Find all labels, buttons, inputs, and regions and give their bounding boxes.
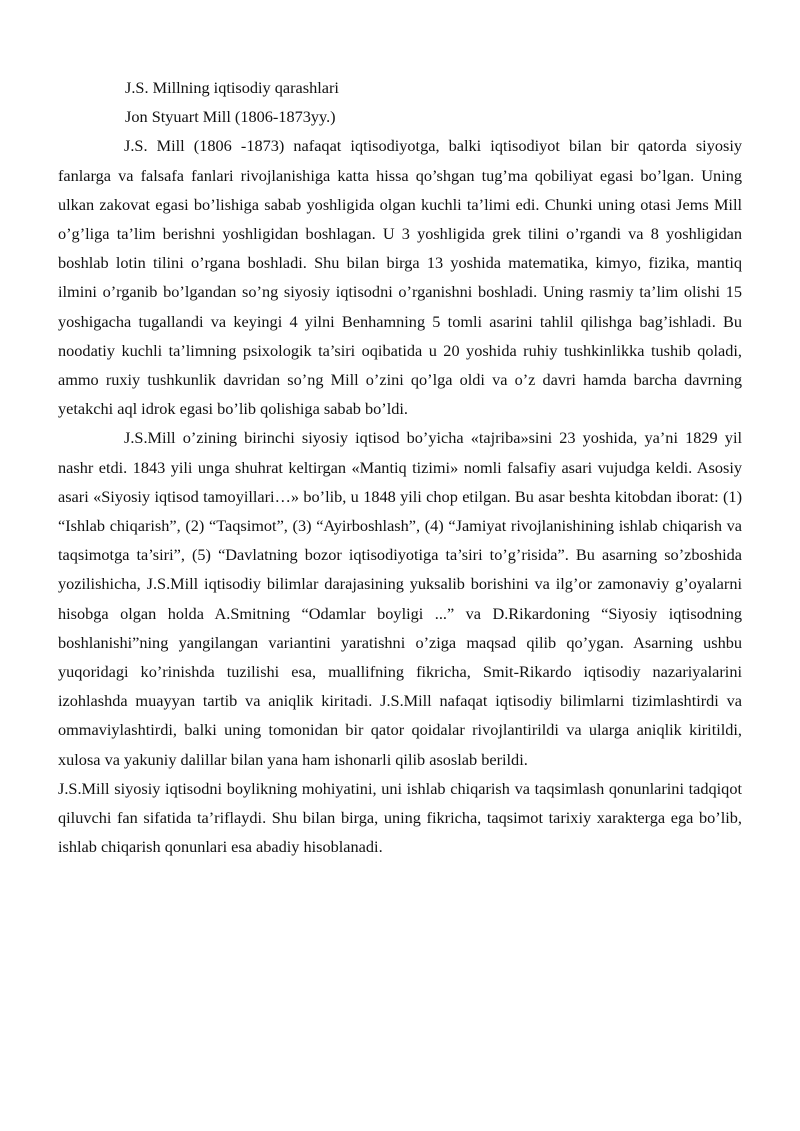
document-subtitle: Jon Styuart Mill (1806-1873yy.): [125, 107, 336, 127]
document-body: [58, 73, 742, 861]
document-title: J.S. Millning iqtisodiy qarashlari: [125, 78, 339, 97]
paragraph-3: J.S.Mill siyosiy iqtisodni boylikning mohiyatini, uni ishlab chiqarish va taqsimlash qonunlarini tadqiqot qiluvchi fan sifatida ta’riflaydi. Shu bilan birga, uning fikricha, taqsimot tarixiy xarakterga ega bo’lib, ishlab chiqarish qonunlari esa abadiy hisoblanadi.: [58, 778, 742, 857]
paragraph-2: J.S.Mill o’zining birinchi siyosiy iqtisod bo’yicha «tajriba»sini 23 yoshida, ya’ni 1829 yil nashr etdi. 1843 yili unga shuhrat keltirgan «Mantiq tizimi» nomli falsafiy asari vujudga keldi. Asosiy asari «Siyosiy iqtisod tamoyillari…» bo’lib, u 1848 yili chop etilgan. Bu asar beshta kitobdan iborat: (1) “Ishlab chiqarish”, (2) “Taqsimot”, (3) “Ayirboshlash”, (4) “Jamiyat rivojlanishining ishlab chiqarish va taqsimotga ta’siri”, (5) “Davlatning bozor iqtisodiyotiga ta’siri to’g’risida”. Bu asarning so’zboshida yozilishicha, J.S.Mill iqtisodiy bilimlar darajasining yuksalib borishini va ilg’or zamonaviy g’oyalarni hisobga olgan holda A.Smitning “Odamlar boyligi ...” va D.Rikardoning “Siyosiy iqtisodning boshlanishi”ning yangilangan variantini yaratishni o’ziga maqsad qilib qo’ygan. Asarning ushbu yuqoridagi ko’rinishda tuzilishi esa, muallifning fikricha, Smit-Rikardo iqtisodiy nazariyalarini izohlashda muayyan tartib va aniqlik kiritadi. J.S.Mill nafaqat iqtisodiy bilimlarni tizimlashtirdi va ommaviylashtirdi, balki uning tomonidan bir qator qoidalar rivojlantirildi va ularga aniqlik kiritildi, xulosa va yakuniy dalillar bilan yana ham ishonarli qilib asoslab berildi.: [58, 428, 742, 769]
paragraph-1: J.S. Mill (1806 -1873) nafaqat iqtisodiyotga, balki iqtisodiyot bilan bir qatorda siyosiy fanlarga va falsafa fanlari rivojlanishiga katta hissa qo’shgan tug’ma qobiliyat egasi bo’lgan. Uning ulkan zakovat egasi bo’lishiga sabab yoshligida olgan kuchli ta’limi edi. Chunki uning otasi Jems Mill o’g’liga ta’lim berishni yoshligidan boshlagan. U 3 yoshligida grek tilini o’rgandi va 8 yoshligidan boshlab lotin tilini o’rgana boshladi. Shu bilan birga 13 yoshida matematika, kimyo, fizika, mantiq ilmini o’rganib bo’lgandan so’ng siyosiy iqtisodni o’rganishni boshladi. Uning rasmiy ta’lim olishi 15 yoshigacha tugallandi va keyingi 4 yilni Benhamning 5 tomli asarini tahlil qilishga bag’ishladi. Bu noodatiy kuchli ta’limning psixologik ta’siri oqibatida u 20 yoshida ruhiy tushkinlikka tushib qoladi, ammo ruxiy tushkunlik davridan so’ng Mill o’zini qo’lga oldi va o’z davri hamda barcha davrning yetakchi aql idrok egasi bo’lib qolishiga sabab bo’ldi.: [58, 136, 742, 419]
